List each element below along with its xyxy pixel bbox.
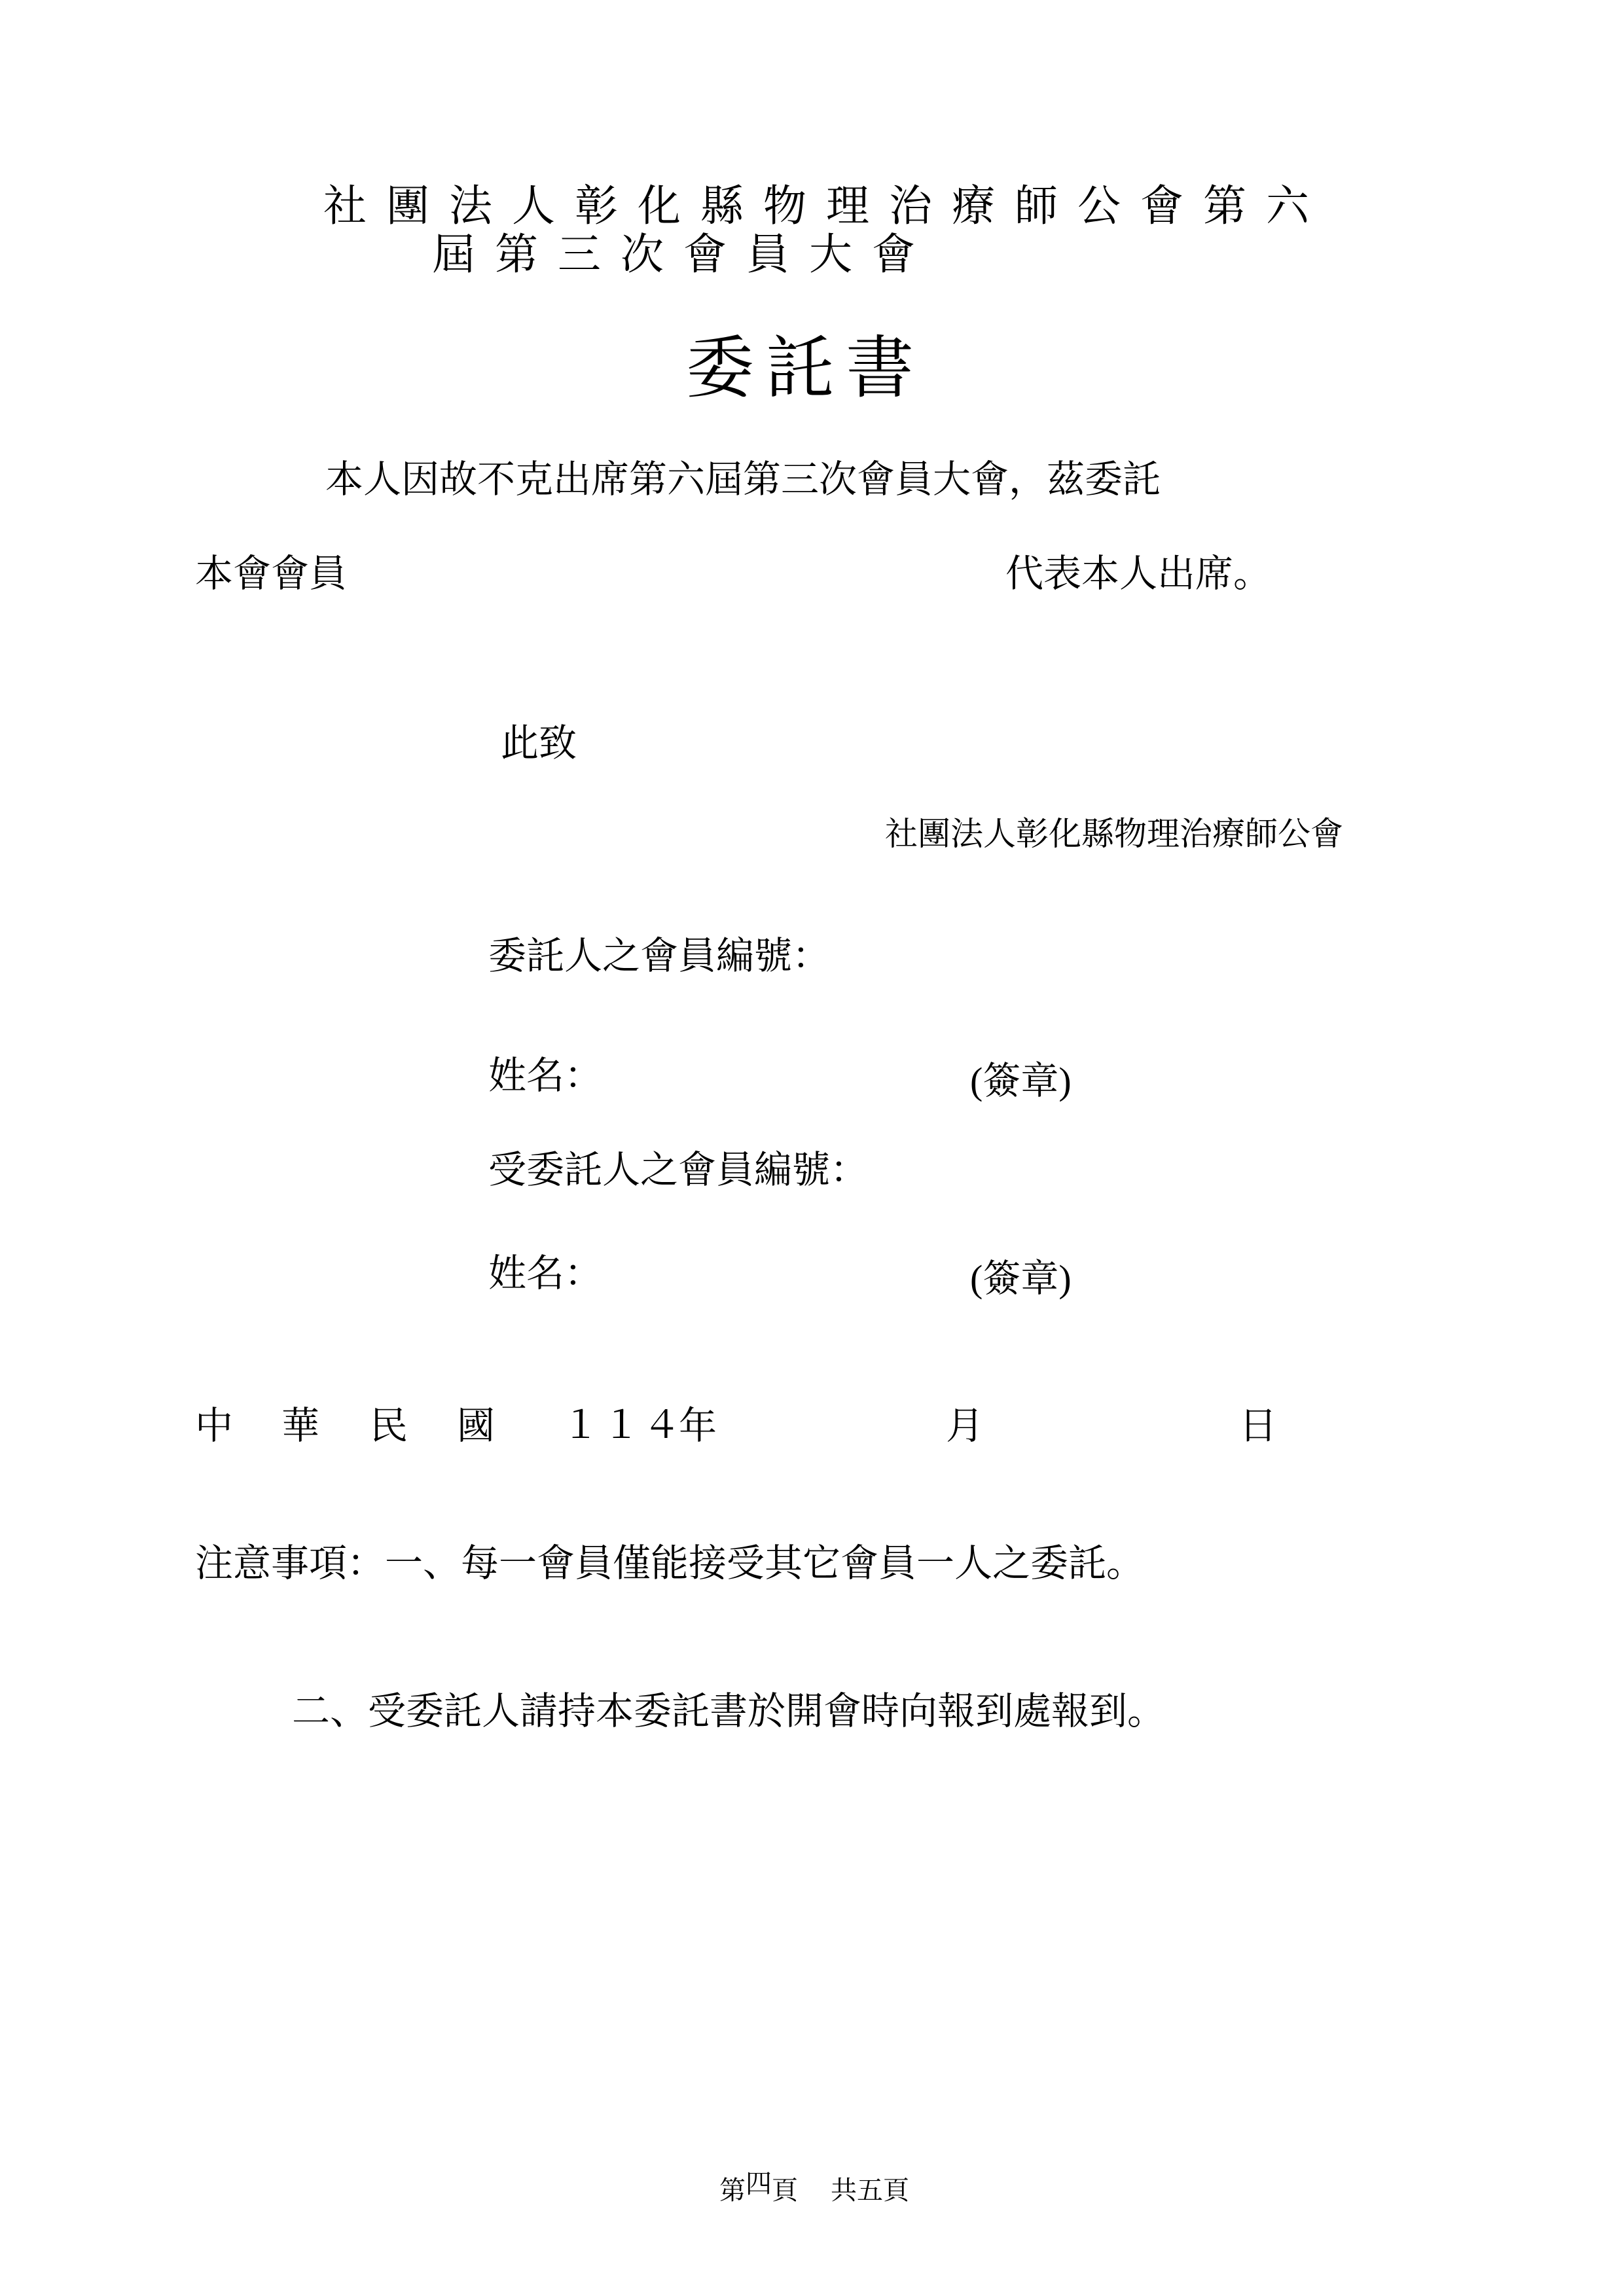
salutation-recipient: 社團法人彰化縣物理治療師公會 bbox=[885, 815, 1343, 853]
page-label-suffix: 頁 bbox=[772, 2176, 798, 2206]
member-suffix: 代表本人出席。 bbox=[1005, 551, 1272, 596]
delegate-name-label: 姓名： bbox=[488, 1251, 603, 1295]
header-title-line2: 屆第三次會員大會 bbox=[432, 229, 935, 279]
date-year-digits: １１４ bbox=[562, 1404, 684, 1446]
document-title: 委託書 bbox=[686, 328, 926, 408]
page-total: 共五頁 bbox=[831, 2176, 909, 2206]
delegator-seal-label: (簽章) bbox=[970, 1060, 1072, 1102]
date-char-2: 華 bbox=[281, 1403, 320, 1448]
statement-line1: 本人因故不克出席第六屆第三次會員大會，茲委託 bbox=[325, 457, 1161, 501]
delegator-name-label: 姓名： bbox=[488, 1053, 603, 1098]
date-day-unit: 日 bbox=[1239, 1403, 1278, 1448]
delegator-id-label: 委託人之會員編號： bbox=[488, 933, 831, 978]
member-prefix: 本會會員 bbox=[195, 551, 348, 596]
page-label-prefix: 第 bbox=[719, 2176, 746, 2206]
date-year-unit: 年 bbox=[679, 1403, 717, 1448]
header-title-line1: 社團法人彰化縣物理治療師公會第六 bbox=[323, 181, 1329, 231]
date-char-3: 民 bbox=[370, 1403, 408, 1448]
note-item-2: 二、受委託人請持本委託書於開會時向報到處報到。 bbox=[292, 1689, 1166, 1733]
page-number: 四 bbox=[746, 2169, 772, 2199]
date-char-1: 中 bbox=[195, 1403, 234, 1448]
salutation-greeting: 此致 bbox=[501, 721, 577, 765]
date-month-unit: 月 bbox=[946, 1403, 984, 1448]
delegate-id-label: 受委託人之會員編號： bbox=[488, 1147, 869, 1192]
delegate-seal-label: (簽章) bbox=[970, 1257, 1072, 1300]
date-char-4: 國 bbox=[457, 1403, 496, 1448]
page-footer bbox=[719, 2169, 909, 2206]
note-item-1: 注意事項：一、每一會員僅能接受其它會員一人之委託。 bbox=[195, 1541, 1145, 1585]
